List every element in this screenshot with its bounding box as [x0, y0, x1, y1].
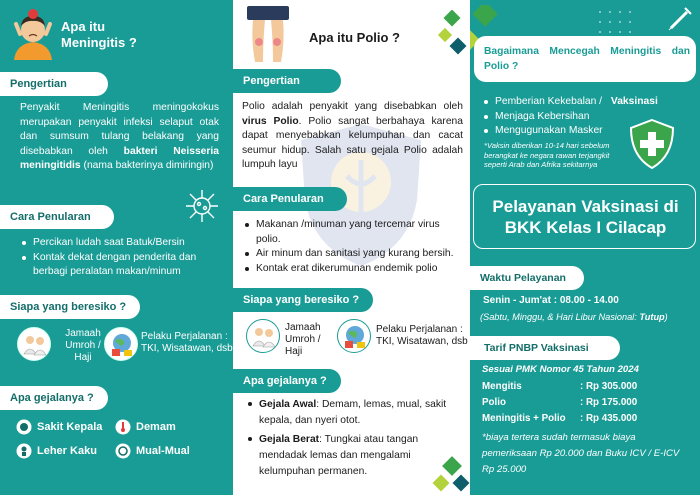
pengertian-text — [242, 100, 463, 173]
gejala-awal-bold: Gejala Awal — [259, 399, 317, 410]
pengertian-text — [20, 101, 219, 174]
jamaah-label: Jamaah Umroh / Haji — [285, 322, 321, 357]
decor-pattern-top-right — [436, 10, 470, 58]
cara-penularan-label: Cara Penularan — [233, 187, 347, 211]
siapa-label: Siapa yang beresiko ? — [233, 288, 373, 312]
siapa-label: Siapa yang beresiko ? — [0, 295, 140, 319]
gejala-item-sakit-kepala: Sakit Kepala — [37, 421, 103, 433]
shield-icon — [629, 118, 675, 170]
bacteria-icon — [183, 187, 221, 225]
list-item: Kontak erat dikerumunan endemik polio — [245, 262, 467, 277]
pengertian-text-b: . Polio sangat berbahaya karena dapat menyebabkan kelumpuhan dan cacat seumur hidup. Salah satu gejala Polio adalah lumpuh layu — [242, 115, 463, 170]
pmk-text: Sesuai PMK Nomor 45 Tahun 2024 — [482, 364, 639, 375]
polio-title: Apa itu Polio ? — [309, 30, 400, 45]
price-value: : Rp 305.000 — [580, 381, 638, 392]
pengertian-bold: bakteri Neisseria meningitidis — [20, 145, 219, 171]
headache-person-icon — [10, 8, 56, 60]
waktu-note-tutup: Tutup — [639, 312, 665, 322]
mencegah-title: Bagaimana Mencegah Meningitis dan Polio ? — [484, 46, 690, 72]
jamaah-label: Jamaah Umroh / Haji — [65, 328, 101, 363]
pilgrim-icon — [17, 327, 51, 361]
pilgrim-icon — [246, 319, 280, 353]
price-name: Meningitis + Polio — [482, 413, 566, 424]
title-line-1: Apa itu — [61, 19, 106, 34]
meningitis-title — [61, 19, 137, 51]
gejala-label: Apa gejalanya ? — [0, 386, 108, 410]
list-item: Air minum dan sanitasi yang kurang bersih. — [245, 247, 467, 262]
syringe-icon — [667, 4, 695, 32]
kekebalan-text: Pemberian Kekebalan / — [495, 96, 605, 107]
headache-icon — [16, 419, 32, 435]
price-row — [482, 379, 687, 395]
layanan-title: Pelayanan Vaksinasi di BKK Kelas I Cilacap — [492, 197, 679, 237]
pengertian-text-b: (nama bakterinya dimiringin) — [83, 160, 214, 171]
list-item: Kontak dekat dengan penderita dan berbagi peralatan makan/minum — [22, 251, 222, 280]
cara-penularan-label: Cara Penularan — [0, 205, 114, 229]
vaksin-note: *Vaksin diberikan 10-14 hari sebelum berangkat ke negara rawan terjangkit seperti Arab dan Afrika sekitarnya — [484, 141, 610, 169]
price-row — [482, 395, 687, 411]
price-note: *biaya tertera sudah termasuk biaya pemeriksaan Rp 20.000 dan Buku ICV / E-ICV Rp 25.000 — [482, 432, 680, 475]
tarif-label: Tarif PNBP Vaksinasi — [470, 336, 620, 360]
pelaku-label: Pelaku Perjalanan : TKI, Wisatawan, dsb — [376, 324, 468, 347]
gejala-berat-bold: Gejala Berat — [259, 433, 320, 445]
pengertian-text-a: Penyakit Meningitis meningokokus merupakan penyakit infeksi selaput otak dan sumsum tulang belakang yang disebabkan oleh — [20, 102, 219, 157]
waktu-note — [480, 310, 700, 325]
layanan-box — [473, 184, 696, 249]
gejala-list — [248, 397, 454, 480]
decor-pattern-bottom — [431, 455, 475, 495]
price-name: Mengitis — [482, 381, 522, 392]
polio-legs-icon — [243, 6, 293, 66]
price-value: : Rp 435.000 — [580, 413, 638, 424]
pelaku-label: Pelaku Perjalanan : TKI, Wisatawan, dsb — [141, 331, 233, 354]
gejala-item-leher-kaku: Leher Kaku — [37, 445, 97, 457]
price-value: : Rp 175.000 — [580, 397, 638, 408]
waktu-label: Waktu Pelayanan — [470, 266, 584, 290]
gejala-item-mual-mual: Mual-Mual — [136, 445, 190, 457]
traveler-icon — [104, 327, 138, 361]
cara-list — [245, 218, 467, 276]
price-row — [482, 411, 687, 427]
neck-icon — [16, 443, 32, 459]
cara-list — [22, 236, 222, 280]
gejala-label: Apa gejalanya ? — [233, 369, 341, 393]
gejala-awal-text: : Demam, lemas, mual, sakit kepala, dan nyeri otot. — [259, 399, 447, 427]
pengertian-label: Pengertian — [233, 69, 341, 93]
pencegahan-panel — [470, 0, 700, 495]
meningitis-panel — [0, 0, 233, 495]
waktu-note-c: ) — [664, 312, 668, 322]
title-line-2: Meningitis ? — [61, 35, 137, 50]
traveler-icon — [337, 319, 371, 353]
list-item: Makanan /minuman yang tercemar virus polio. — [245, 218, 467, 247]
list-item: Percikan ludah saat Batuk/Bersin — [22, 236, 222, 251]
gejala-berat-text: : Tungkai atau tangan mendadak lemas dan mengalami kelumpuhan permanen. — [259, 433, 419, 478]
price-table — [482, 379, 687, 427]
polio-panel — [233, 0, 470, 495]
list-item: Mengugunakan Masker — [484, 124, 669, 139]
price-name: Polio — [482, 397, 506, 408]
gejala-item-demam: Demam — [136, 421, 176, 433]
fever-icon — [115, 419, 131, 435]
waktu-time: Senin - Jum'at : 08.00 - 14.00 — [483, 295, 619, 306]
pengertian-label: Pengertian — [0, 72, 108, 96]
nausea-icon — [115, 443, 131, 459]
mencegah-box — [474, 36, 696, 82]
pengertian-text-a: Polio adalah penyakit yang disebabkan oleh — [242, 101, 463, 112]
pengertian-bold: virus Polio — [242, 115, 299, 127]
vaksinasi-bold: Vaksinasi — [610, 96, 658, 107]
gejala-awal — [248, 397, 454, 430]
waktu-note-a: (Sabtu, Minggu, & Hari Libur Nasional: — [480, 312, 640, 322]
list-item: Menjaga Kebersihan — [484, 110, 669, 125]
gejala-berat — [248, 432, 454, 481]
list-item — [484, 95, 669, 110]
